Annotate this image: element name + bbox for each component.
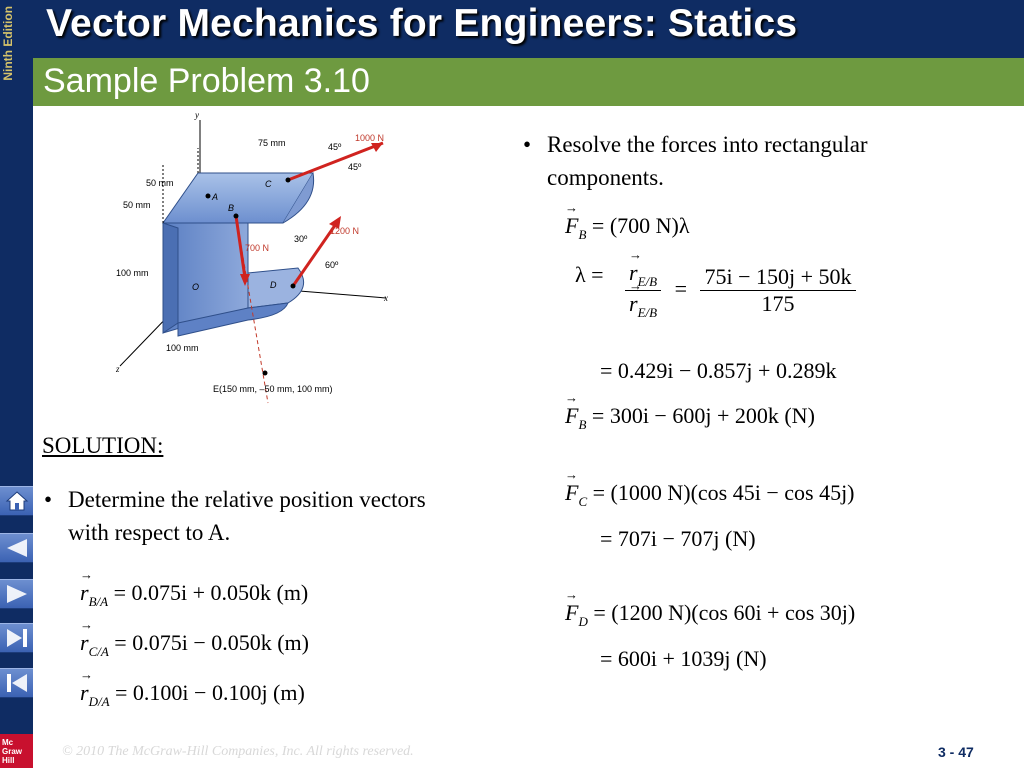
eq-fb-components: → $F_B = 300i - 600j + 200k$ (N) xyxy=(565,403,815,433)
svg-text:1000 N: 1000 N xyxy=(355,133,385,143)
copyright-notice: © 2010 The McGraw-Hill Companies, Inc. All rights reserved. xyxy=(62,744,414,759)
svg-text:50 mm: 50 mm xyxy=(123,200,151,210)
svg-text:E(150 mm, –50 mm, 100 mm): E(150 mm, –50 mm, 100 mm) xyxy=(213,384,333,394)
eq-fc: → $F_C = (1000$ N)(cos 45i − cos 45j) xyxy=(565,480,855,510)
svg-text:100 mm: 100 mm xyxy=(166,343,199,353)
eq-fb-lambda: → $F_B = (700$ N)λ xyxy=(565,213,690,243)
svg-text:100 mm: 100 mm xyxy=(116,268,149,278)
svg-text:45º: 45º xyxy=(328,142,342,152)
svg-text:700 N: 700 N xyxy=(245,243,270,253)
home-icon xyxy=(5,490,29,512)
svg-text:z: z xyxy=(116,364,120,374)
svg-text:O: O xyxy=(192,282,200,292)
triangle-right-icon xyxy=(5,583,29,605)
svg-text:1200 N: 1200 N xyxy=(330,226,360,236)
eq-lambda-def: λ = xyxy=(575,262,604,287)
svg-text:D: D xyxy=(270,280,277,290)
skip-start-icon xyxy=(5,672,29,694)
publisher-logo: Mc Graw Hill xyxy=(0,734,33,768)
svg-text:45º: 45º xyxy=(348,162,362,172)
slide-title: Vector Mechanics for Engineers: Statics xyxy=(46,2,798,45)
eq-r-ba: → $r_{B/A} = 0.075i + 0.050k$ (m) xyxy=(80,580,308,610)
svg-text:A: A xyxy=(212,192,219,202)
eq-fd: → $F_D = (1200$ N)(cos 60i + cos 30j) xyxy=(565,600,855,630)
svg-text:C: C xyxy=(265,179,272,189)
svg-text:60º: 60º xyxy=(325,260,339,270)
bracket-figure xyxy=(108,108,400,406)
svg-text:30º: 30º xyxy=(294,234,308,244)
first-slide-button[interactable] xyxy=(0,668,33,698)
svg-text:y: y xyxy=(195,110,199,120)
triangle-left-icon xyxy=(5,537,29,559)
next-slide-button[interactable] xyxy=(0,579,33,609)
eq-lambda-fraction: → $r_{E/B}$ → $r_{E/B}$ = $\frac{75i - 150j + 50k}{175}$ xyxy=(625,260,856,321)
svg-text:50 mm: 50 mm xyxy=(146,178,174,188)
eq-lambda-value: = 0.429i − 0.857j + 0.289k xyxy=(600,358,837,383)
previous-slide-button[interactable] xyxy=(0,533,33,563)
skip-end-icon xyxy=(5,627,29,649)
header-bar xyxy=(33,0,1024,58)
slide-subtitle: Sample Problem 3.10 xyxy=(43,62,370,100)
eq-r-ca: → $r_{C/A} = 0.075i - 0.050k$ (m) xyxy=(80,630,309,660)
svg-text:75 mm: 75 mm xyxy=(258,138,286,148)
solution-heading: SOLUTION: xyxy=(42,433,164,458)
eq-fd-components: = 600i + 1039j (N) xyxy=(600,646,767,671)
eq-r-da: → $r_{D/A} = 0.100i - 0.100j$ (m) xyxy=(80,680,305,710)
page-number: 3 - 47 xyxy=(938,744,974,760)
sidebar xyxy=(0,0,33,768)
svg-text:x: x xyxy=(384,293,388,303)
eq-fc-components: = 707i − 707j (N) xyxy=(600,526,756,551)
last-slide-button[interactable] xyxy=(0,623,33,653)
svg-text:B: B xyxy=(228,203,235,213)
subtitle-bar xyxy=(33,58,1024,106)
edition-label: Ninth Edition xyxy=(1,6,15,81)
home-button[interactable] xyxy=(0,486,33,516)
